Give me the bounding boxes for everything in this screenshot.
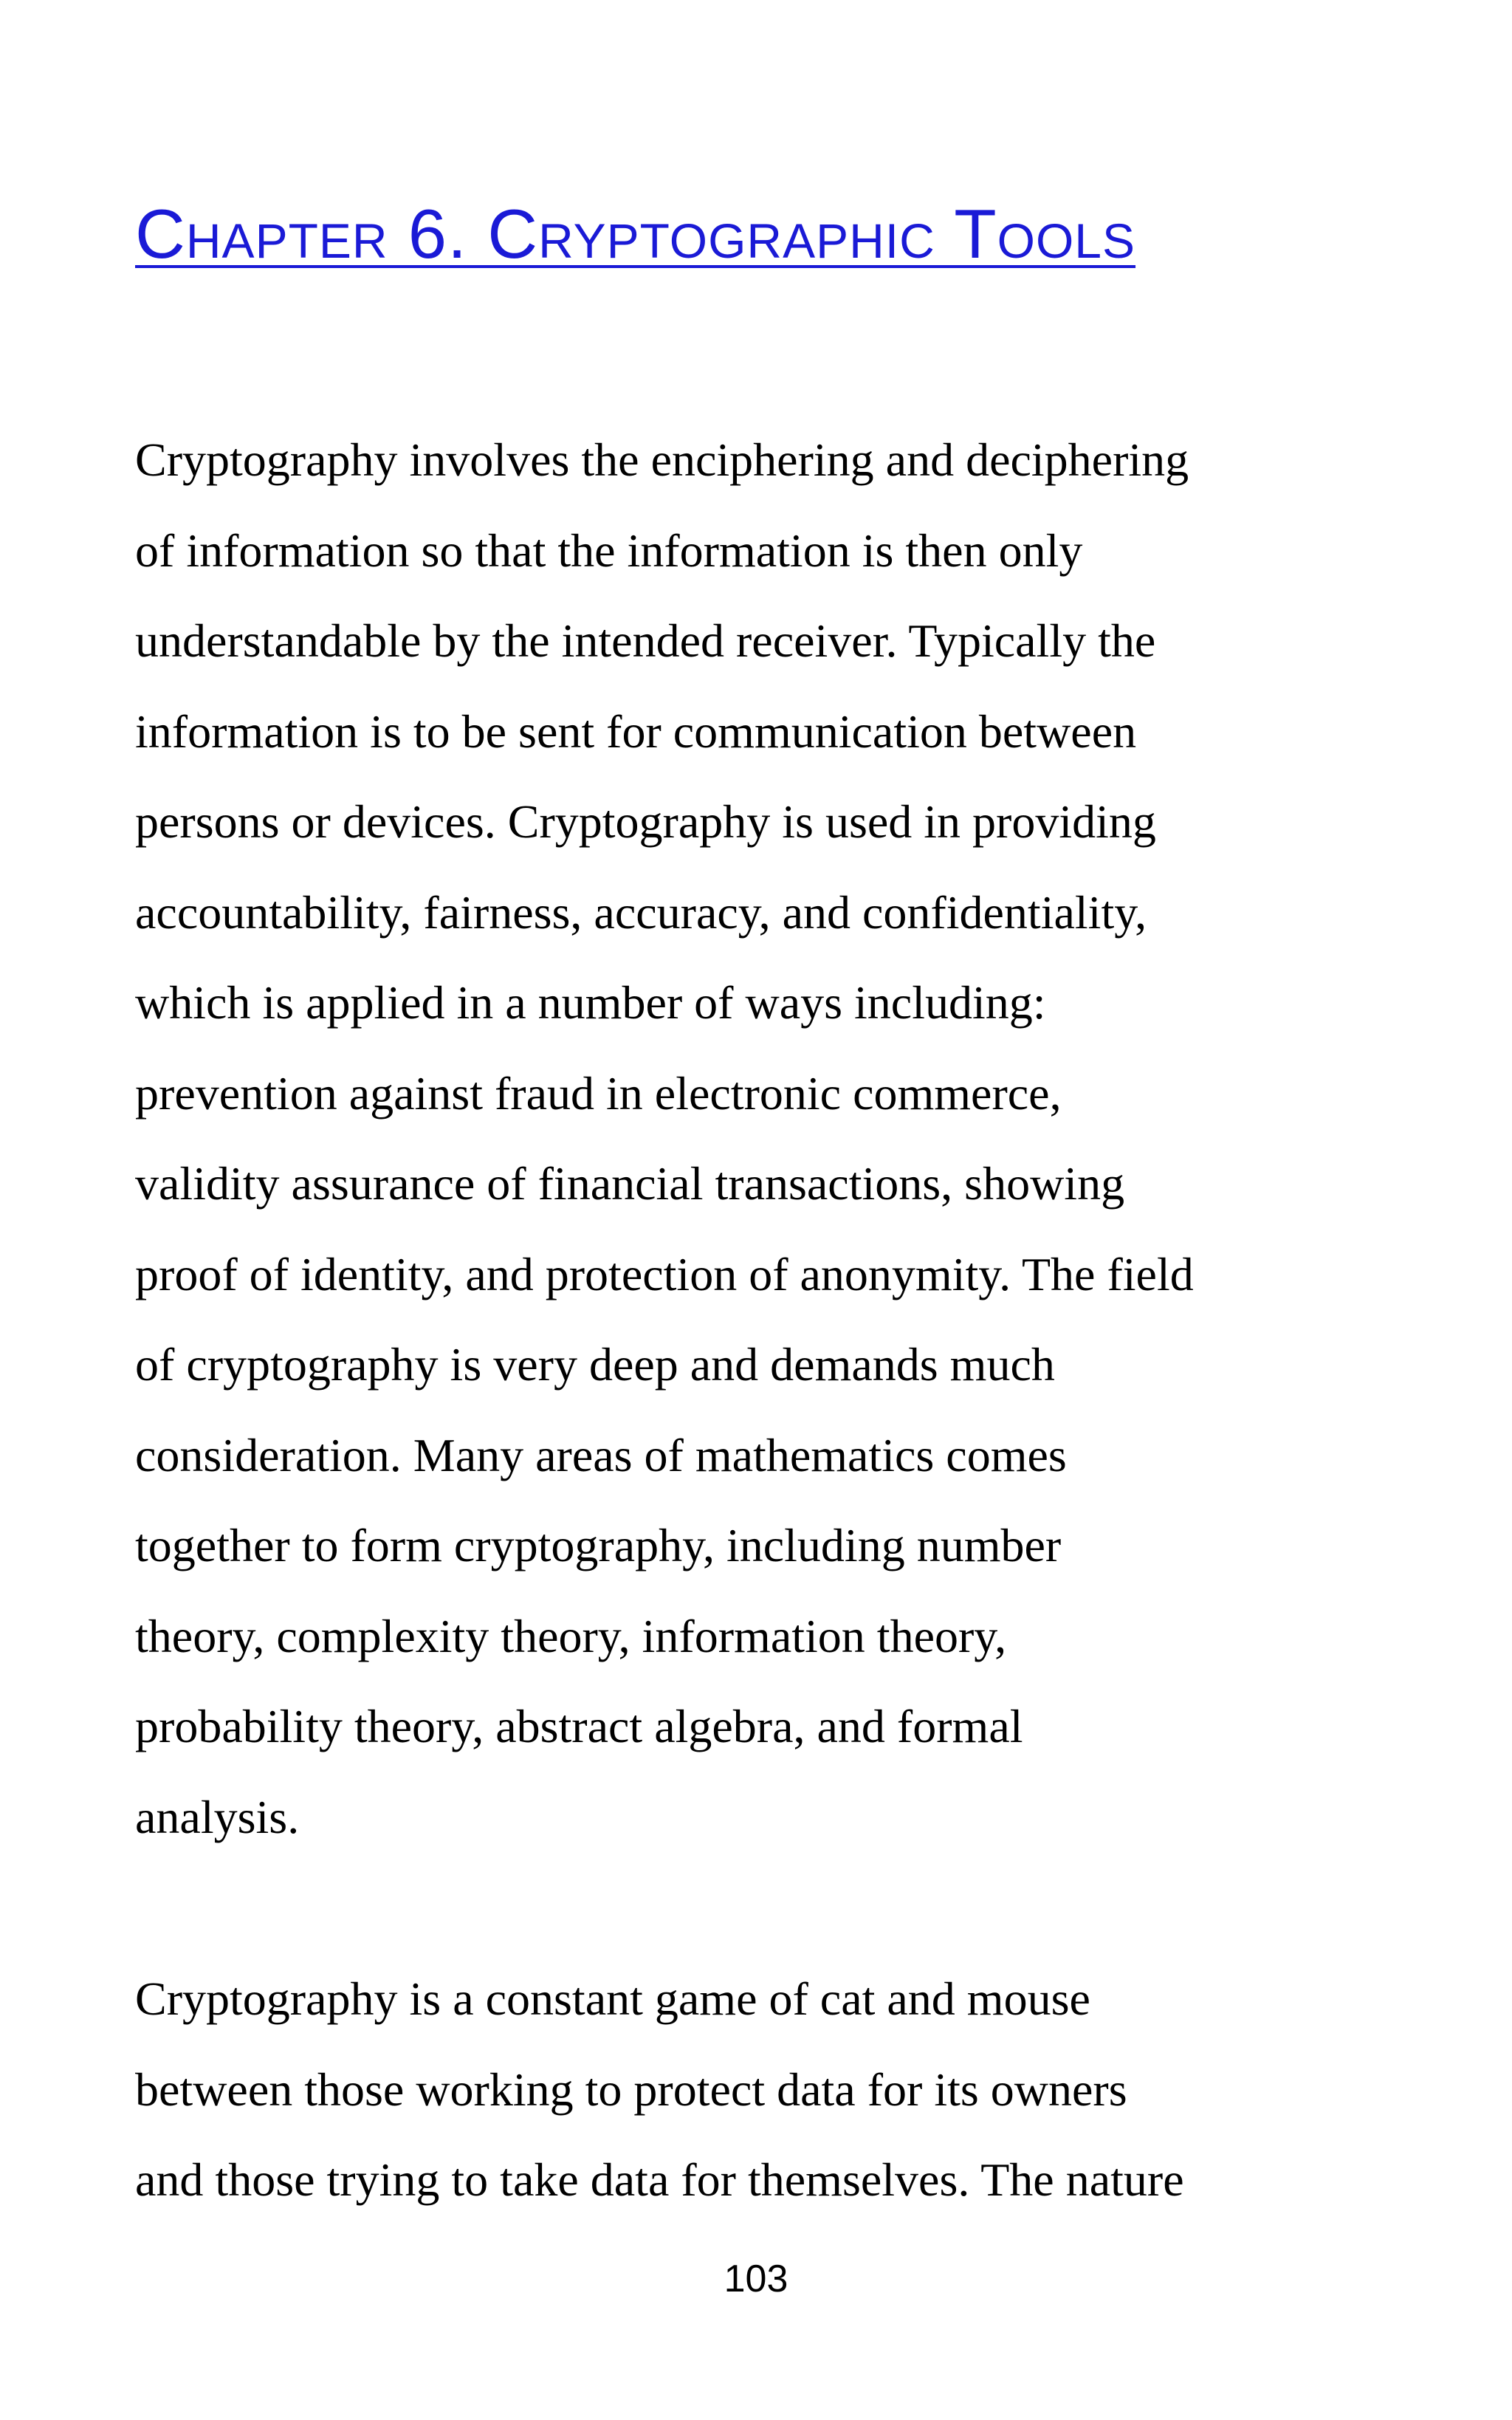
paragraph-line: Cryptography involves the enciphering and deciphering — [135, 433, 1189, 486]
paragraph-line: theory, complexity theory, information theory, — [135, 1609, 1007, 1662]
paragraph-line: persons or devices. Cryptography is used in providing — [135, 795, 1156, 848]
paragraph-2 — [135, 1954, 1390, 2226]
paragraph-line: accountability, fairness, accuracy, and confidentiality, — [135, 885, 1147, 939]
paragraph-line: analysis. — [135, 1790, 300, 1843]
paragraph-line: probability theory, abstract algebra, and formal — [135, 1700, 1023, 1752]
chapter-heading-link[interactable]: Chapter 6. Cryptographic Tools — [135, 195, 1136, 272]
paragraph-line: information is to be sent for communication between — [135, 705, 1137, 758]
paragraph-line: consideration. Many areas of mathematics comes — [135, 1428, 1067, 1481]
paragraph-line: together to form cryptography, including number — [135, 1519, 1062, 1571]
paragraph-line: proof of identity, and protection of anonymity. The field — [135, 1247, 1194, 1300]
paragraph-line: between those working to protect data for its owners — [135, 2063, 1127, 2116]
paragraph-1 — [135, 415, 1390, 1862]
paragraph-line: of information so that the information is then only — [135, 524, 1083, 577]
page-number: 103 — [724, 2258, 788, 2300]
paragraph-line: of cryptography is very deep and demands much — [135, 1338, 1055, 1391]
paragraph-line: prevention against fraud in electronic commerce, — [135, 1066, 1062, 1120]
paragraph-line: understandable by the intended receiver. Typically the — [135, 614, 1156, 667]
paragraph-line: and those trying to take data for themselves. The nature — [135, 2153, 1184, 2206]
paragraph-line: which is applied in a number of ways including: — [135, 976, 1046, 1029]
paragraph-line: validity assurance of financial transactions, showing — [135, 1157, 1125, 1210]
paragraph-line: Cryptography is a constant game of cat and mouse — [135, 1972, 1090, 2025]
